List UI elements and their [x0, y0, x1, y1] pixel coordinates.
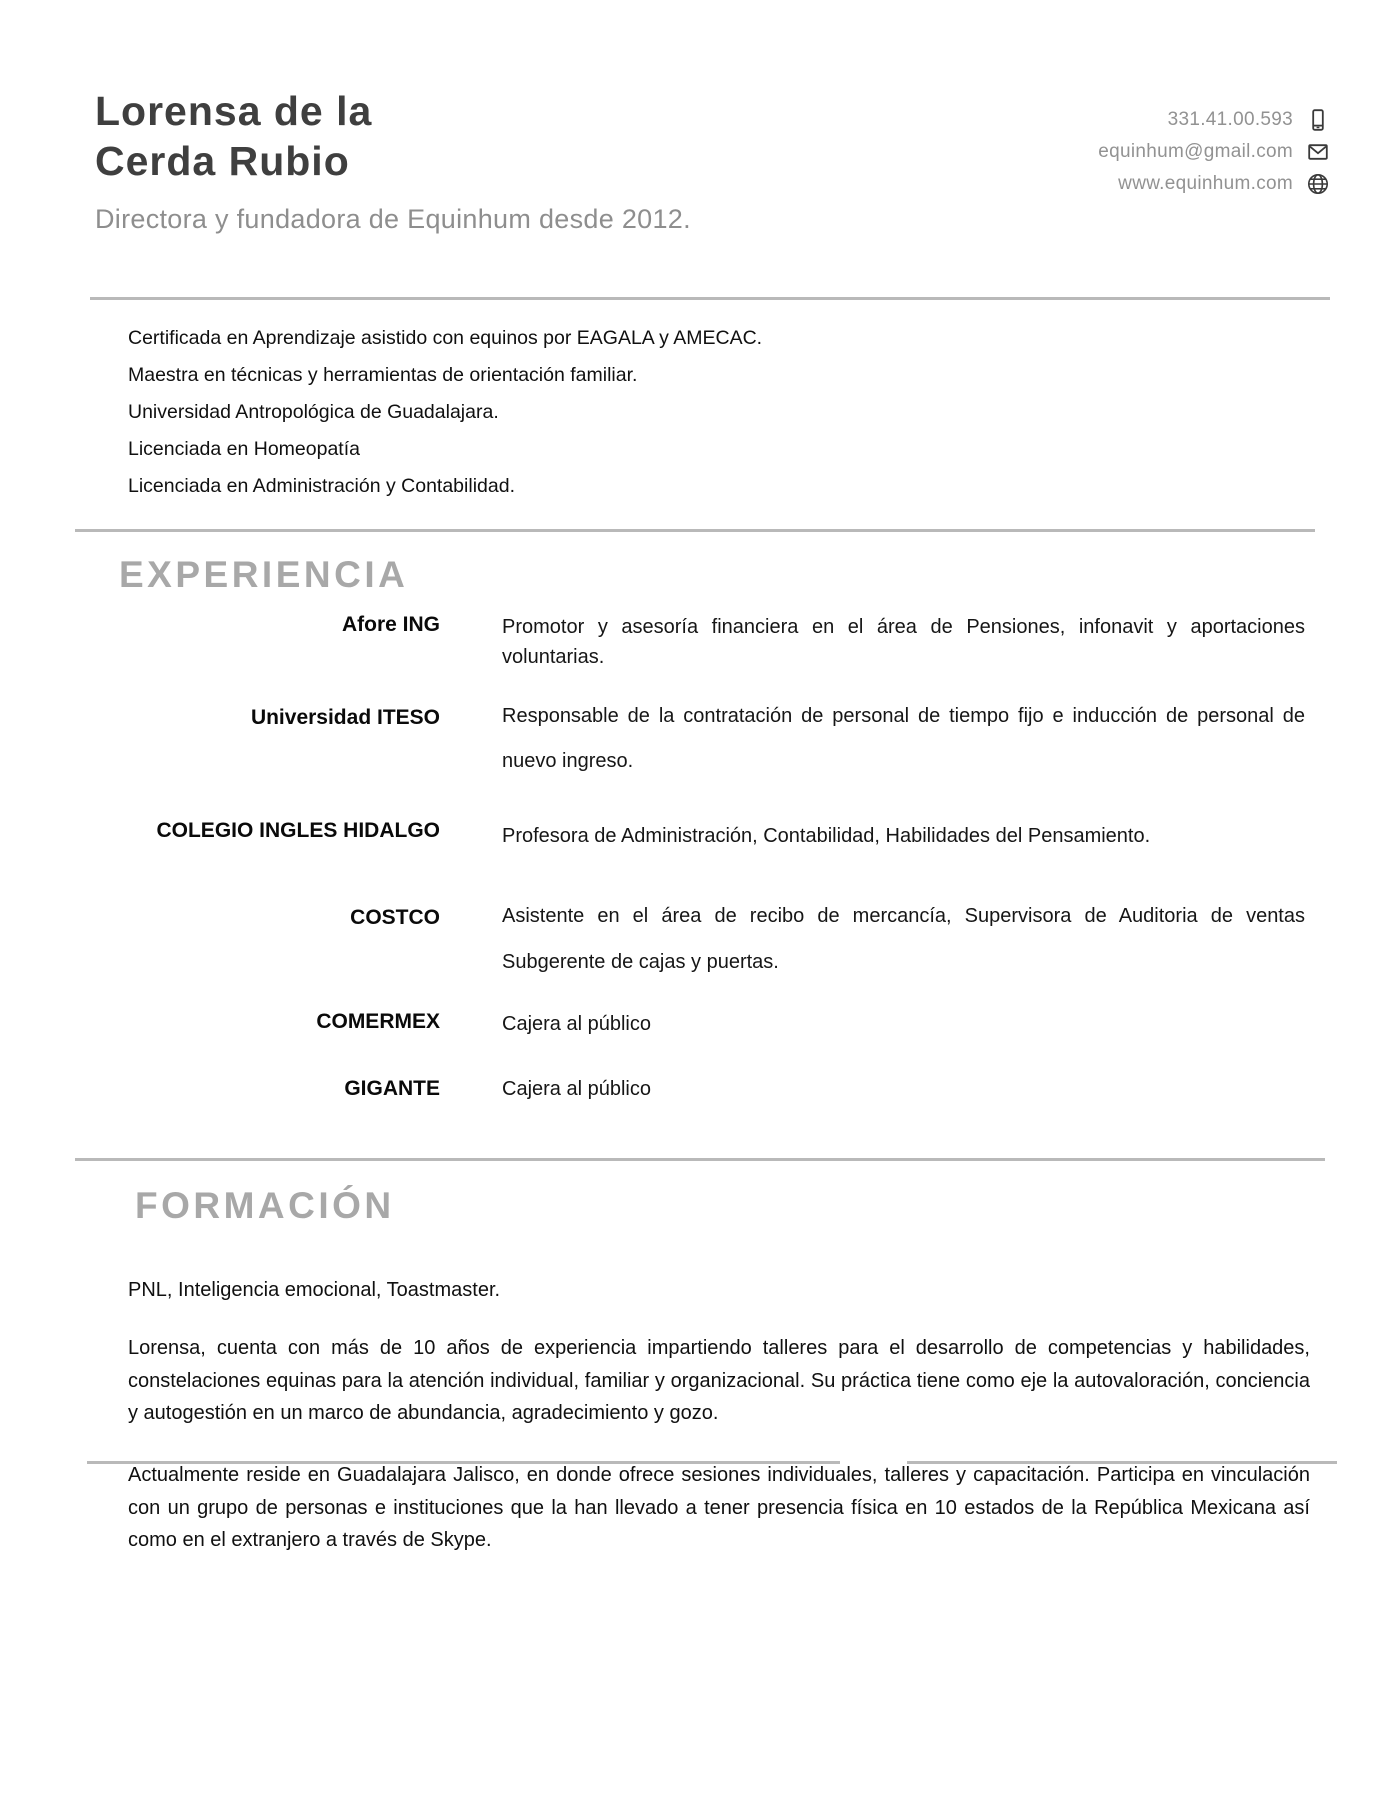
divider-qualifications [75, 529, 1315, 532]
divider-experience [75, 1158, 1325, 1161]
formacion-paragraph: Actualmente reside en Guadalajara Jalisco, en donde ofrece sesiones individuales, talleres y capacitación. Participa en vinculación con un grupo de personas e instituciones que la han llevado a tener presencia física en 10 estados de la República Mexicana así como en el extranjero a través de Skype. [128, 1464, 1310, 1552]
name-line-1: Lorensa de la [95, 88, 373, 134]
globe-icon [1306, 172, 1330, 196]
section-title-experiencia: EXPERIENCIA [119, 554, 409, 596]
experience-row [95, 1076, 1305, 1102]
qualification-item: Maestra en técnicas y herramientas de orientación familiar. [128, 364, 638, 387]
role-description: Profesora de Administración, Contabilidad, Habilidades del Pensamiento. [502, 825, 1151, 848]
formacion-summary: PNL, Inteligencia emocional, Toastmaster. [128, 1279, 501, 1302]
company-name: GIGANTE [344, 1077, 440, 1101]
divider-header [90, 297, 1330, 300]
experience-section [95, 612, 1305, 1102]
experience-row [95, 893, 1305, 985]
envelope-icon [1306, 140, 1330, 164]
experience-row [95, 612, 1305, 672]
qualifications-list [128, 320, 1310, 505]
section-title-formacion: FORMACIÓN [135, 1185, 395, 1227]
experience-row [95, 818, 1305, 851]
contact-phone-row [1098, 108, 1330, 132]
role-description: Promotor y asesoría financiera en el área de Pensiones, infonavit y aportaciones voluntarias. [502, 616, 1305, 669]
experience-row [95, 1009, 1305, 1036]
formacion-paragraph: Lorensa, cuenta con más de 10 años de experiencia impartiendo talleres para el desarrollo de competencias y habilidades, constelaciones equinas para la atención individual, familiar y organizacional. Su práctica tiene como eje la autovaloración, conciencia y autogestión en un marco de abundancia, agradecimiento y gozo. [128, 1337, 1310, 1425]
qualification-item: Universidad Antropológica de Guadalajara. [128, 401, 499, 424]
contact-website-row [1098, 172, 1330, 196]
role-description: Cajera al público [502, 1078, 651, 1101]
role-description: Cajera al público [502, 1013, 651, 1036]
role-description: Asistente en el área de recibo de mercancía, Supervisora de Auditoria de ventas Subgerente de cajas y puertas. [502, 905, 1305, 974]
qualification-item: Certificada en Aprendizaje asistido con equinos por EAGALA y AMECAC. [128, 327, 763, 350]
qualification-item: Licenciada en Administración y Contabilidad. [128, 475, 515, 498]
company-name: COMERMEX [316, 1010, 440, 1034]
phone-number: 331.41.00.593 [1167, 109, 1293, 130]
job-subtitle: Directora y fundadora de Equinhum desde 2012. [95, 204, 691, 235]
footer-divider-right [907, 1461, 1337, 1464]
contact-block [1098, 108, 1330, 204]
footer-divider-left [87, 1461, 840, 1464]
company-name: Afore ING [341, 613, 440, 637]
formacion-section [128, 1279, 1310, 1556]
company-name: Universidad ITESO [250, 706, 440, 730]
role-description: Responsable de la contratación de personal de tiempo fijo e inducción de personal de nuevo ingreso. [502, 705, 1305, 773]
company-name: COSTCO [350, 906, 440, 930]
name-line-2: Cerda Rubio [95, 138, 350, 185]
email-address: equinhum@gmail.com [1098, 141, 1293, 162]
website-url: www.equinhum.com [1118, 173, 1293, 194]
smartphone-icon [1306, 108, 1330, 132]
company-name: COLEGIO INGLES HIDALGO [156, 819, 440, 843]
header [0, 0, 1400, 235]
qualification-item: Licenciada en Homeopatía [128, 438, 360, 461]
experience-row [95, 694, 1305, 784]
contact-email-row [1098, 140, 1330, 164]
